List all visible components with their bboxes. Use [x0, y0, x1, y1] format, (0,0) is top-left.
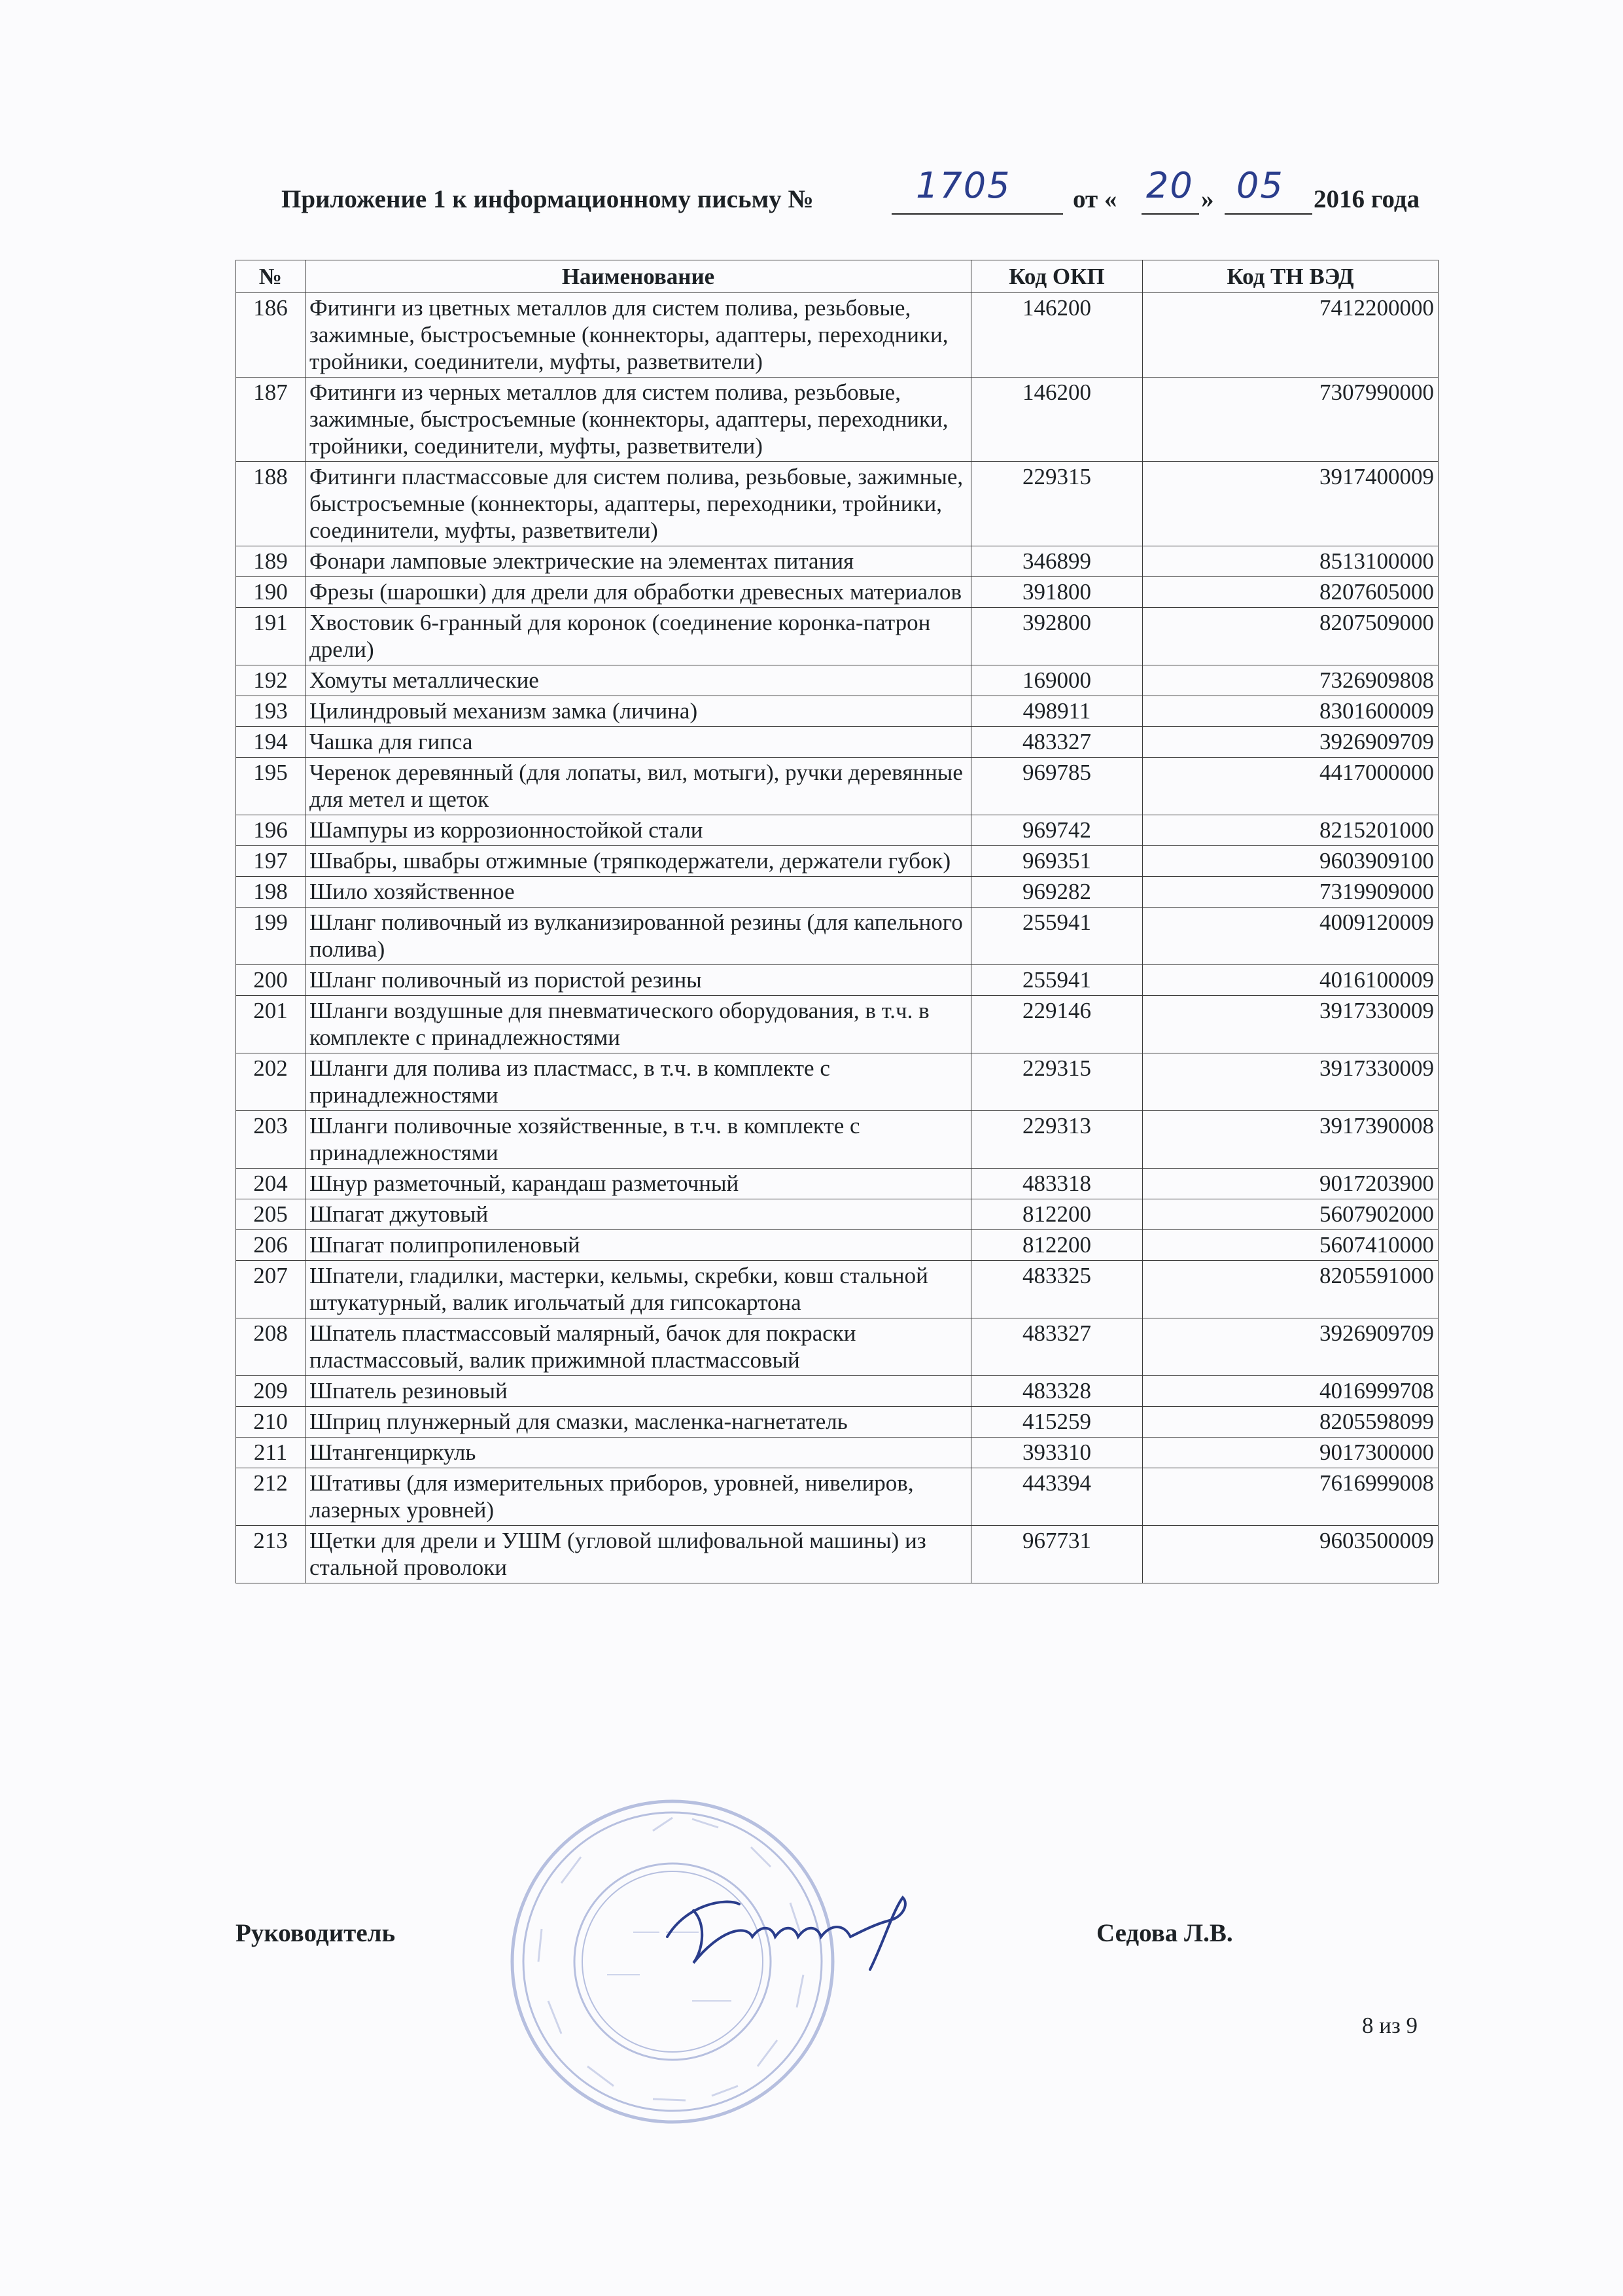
table-row: [236, 1376, 1439, 1407]
row-okp-code: 391800: [971, 577, 1143, 608]
table-row: [236, 1111, 1439, 1169]
row-okp-code: 969351: [971, 846, 1143, 877]
row-number: 198: [236, 877, 305, 908]
from-label: от «: [1073, 185, 1117, 213]
row-tnved-code: 8207509000: [1143, 608, 1439, 665]
row-name: Шампуры из коррозионностойкой стали: [305, 815, 971, 846]
row-okp-code: 498911: [971, 696, 1143, 727]
row-number: 202: [236, 1053, 305, 1111]
row-okp-code: 146200: [971, 293, 1143, 378]
table-row: [236, 877, 1439, 908]
row-tnved-code: 8301600009: [1143, 696, 1439, 727]
row-number: 199: [236, 908, 305, 965]
table-row: [236, 1261, 1439, 1318]
row-number: 195: [236, 758, 305, 815]
row-okp-code: 392800: [971, 608, 1143, 665]
row-tnved-code: 7616999008: [1143, 1468, 1439, 1526]
row-name: Штативы (для измерительных приборов, уровней, нивелиров, лазерных уровней): [305, 1468, 971, 1526]
row-tnved-code: 7319909000: [1143, 877, 1439, 908]
row-tnved-code: 3917330009: [1143, 996, 1439, 1053]
month-underline: [1225, 213, 1312, 215]
row-name: Шпагат полипропиленовый: [305, 1230, 971, 1261]
row-name: Черенок деревянный (для лопаты, вил, мотыги), ручки деревянные для метел и щеток: [305, 758, 971, 815]
row-tnved-code: 9603909100: [1143, 846, 1439, 877]
row-name: Фитинги пластмассовые для систем полива, резьбовые, зажимные, быстросъемные (коннекторы, адаптеры, переходники, тройники, соединители, муфты, разветвители): [305, 462, 971, 546]
row-name: Шланг поливочный из вулканизированной резины (для капельного полива): [305, 908, 971, 965]
row-name: Шланг поливочный из пористой резины: [305, 965, 971, 996]
row-number: 201: [236, 996, 305, 1053]
row-number: 209: [236, 1376, 305, 1407]
table-row: [236, 1468, 1439, 1526]
table-row: [236, 608, 1439, 665]
table-row: [236, 996, 1439, 1053]
row-tnved-code: 9017203900: [1143, 1169, 1439, 1199]
row-okp-code: 483328: [971, 1376, 1143, 1407]
letter-number: 1705: [916, 165, 1011, 206]
letter-month: 05: [1236, 165, 1284, 206]
table-row: [236, 815, 1439, 846]
row-tnved-code: 4016999708: [1143, 1376, 1439, 1407]
product-codes-table: [236, 260, 1439, 1583]
row-okp-code: 229315: [971, 462, 1143, 546]
table-row: [236, 577, 1439, 608]
column-header-name: Наименование: [305, 260, 971, 293]
row-tnved-code: 7412200000: [1143, 293, 1439, 378]
row-okp-code: 229315: [971, 1053, 1143, 1111]
row-okp-code: 393310: [971, 1438, 1143, 1468]
row-number: 190: [236, 577, 305, 608]
row-number: 203: [236, 1111, 305, 1169]
row-number: 205: [236, 1199, 305, 1230]
row-okp-code: 255941: [971, 908, 1143, 965]
row-name: Шнур разметочный, карандаш разметочный: [305, 1169, 971, 1199]
row-okp-code: 812200: [971, 1199, 1143, 1230]
signatory-name: Седова Л.В.: [1096, 1919, 1233, 1947]
position-title: Руководитель: [236, 1919, 396, 1947]
table-row: [236, 727, 1439, 758]
header-prefix: Приложение 1 к информационному письму №: [281, 185, 814, 213]
row-name: Шприц плунжерный для смазки, масленка-нагнетатель: [305, 1407, 971, 1438]
row-name: Шпатель пластмассовый малярный, бачок для покраски пластмассовый, валик прижимной пластмассовый: [305, 1318, 971, 1376]
row-tnved-code: 9603500009: [1143, 1526, 1439, 1583]
row-okp-code: 169000: [971, 665, 1143, 696]
row-tnved-code: 3926909709: [1143, 727, 1439, 758]
row-number: 207: [236, 1261, 305, 1318]
row-tnved-code: 4417000000: [1143, 758, 1439, 815]
letter-number-underline: [892, 213, 1063, 215]
row-name: Щетки для дрели и УШМ (угловой шлифовальной машины) из стальной проволоки: [305, 1526, 971, 1583]
row-tnved-code: 8215201000: [1143, 815, 1439, 846]
row-okp-code: 415259: [971, 1407, 1143, 1438]
row-tnved-code: 7307990000: [1143, 378, 1439, 462]
row-tnved-code: 8513100000: [1143, 546, 1439, 577]
row-number: 200: [236, 965, 305, 996]
table-header-row: [236, 260, 1439, 293]
row-tnved-code: 3917390008: [1143, 1111, 1439, 1169]
row-number: 187: [236, 378, 305, 462]
row-tnved-code: 7326909808: [1143, 665, 1439, 696]
row-name: Шпатель резиновый: [305, 1376, 971, 1407]
column-header-number: №: [236, 260, 305, 293]
row-okp-code: 483318: [971, 1169, 1143, 1199]
row-tnved-code: 5607410000: [1143, 1230, 1439, 1261]
row-name: Шланги для полива из пластмасс, в т.ч. в комплекте с принадлежностями: [305, 1053, 971, 1111]
row-name: Шланги поливочные хозяйственные, в т.ч. в комплекте с принадлежностями: [305, 1111, 971, 1169]
table-row: [236, 1318, 1439, 1376]
row-tnved-code: 3917400009: [1143, 462, 1439, 546]
row-name: Шпатели, гладилки, мастерки, кельмы, скребки, ковш стальной штукатурный, валик игольчатый для гипсокартона: [305, 1261, 971, 1318]
row-number: 197: [236, 846, 305, 877]
table-row: [236, 1169, 1439, 1199]
row-number: 212: [236, 1468, 305, 1526]
table-row: [236, 965, 1439, 996]
row-number: 191: [236, 608, 305, 665]
row-okp-code: 255941: [971, 965, 1143, 996]
table-row: [236, 293, 1439, 378]
table-row: [236, 1407, 1439, 1438]
page-number: 8 из 9: [1362, 2013, 1418, 2038]
row-number: 186: [236, 293, 305, 378]
table-row: [236, 546, 1439, 577]
row-tnved-code: 8207605000: [1143, 577, 1439, 608]
row-okp-code: 229313: [971, 1111, 1143, 1169]
table-row: [236, 1230, 1439, 1261]
handwritten-signature: [648, 1884, 935, 1976]
day-underline: [1142, 213, 1199, 215]
row-okp-code: 812200: [971, 1230, 1143, 1261]
close-quote: »: [1201, 185, 1214, 213]
row-number: 188: [236, 462, 305, 546]
row-tnved-code: 8205598099: [1143, 1407, 1439, 1438]
table-row: [236, 378, 1439, 462]
table-row: [236, 846, 1439, 877]
row-tnved-code: 9017300000: [1143, 1438, 1439, 1468]
row-number: 192: [236, 665, 305, 696]
table-row: [236, 462, 1439, 546]
row-okp-code: 483325: [971, 1261, 1143, 1318]
row-okp-code: 969282: [971, 877, 1143, 908]
column-header-okp: Код ОКП: [971, 260, 1143, 293]
row-name: Фонари ламповые электрические на элементах питания: [305, 546, 971, 577]
table-row: [236, 758, 1439, 815]
row-number: 208: [236, 1318, 305, 1376]
row-number: 189: [236, 546, 305, 577]
row-name: Фрезы (шарошки) для дрели для обработки древесных материалов: [305, 577, 971, 608]
row-tnved-code: 3917330009: [1143, 1053, 1439, 1111]
row-name: Фитинги из черных металлов для систем полива, резьбовые, зажимные, быстросъемные (коннекторы, адаптеры, переходники, тройники, соединители, муфты, разветвители): [305, 378, 971, 462]
row-number: 193: [236, 696, 305, 727]
row-name: Хомуты металлические: [305, 665, 971, 696]
row-name: Хвостовик 6-гранный для коронок (соединение коронка-патрон дрели): [305, 608, 971, 665]
letter-day: 20: [1146, 165, 1194, 206]
row-name: Шланги воздушные для пневматического оборудования, в т.ч. в комплекте с принадлежностями: [305, 996, 971, 1053]
row-okp-code: 969742: [971, 815, 1143, 846]
row-number: 210: [236, 1407, 305, 1438]
table-row: [236, 1526, 1439, 1583]
row-name: Шило хозяйственное: [305, 877, 971, 908]
row-okp-code: 443394: [971, 1468, 1143, 1526]
row-name: Штангенциркуль: [305, 1438, 971, 1468]
row-number: 204: [236, 1169, 305, 1199]
column-header-tnved: Код ТН ВЭД: [1143, 260, 1439, 293]
row-name: Швабры, швабры отжимные (тряпкодержатели, держатели губок): [305, 846, 971, 877]
row-number: 196: [236, 815, 305, 846]
row-okp-code: 483327: [971, 1318, 1143, 1376]
row-okp-code: 229146: [971, 996, 1143, 1053]
table-row: [236, 1438, 1439, 1468]
year-suffix: 2016 года: [1314, 185, 1420, 213]
row-okp-code: 969785: [971, 758, 1143, 815]
row-name: Шпагат джутовый: [305, 1199, 971, 1230]
row-okp-code: 967731: [971, 1526, 1143, 1583]
row-okp-code: 146200: [971, 378, 1143, 462]
row-name: Чашка для гипса: [305, 727, 971, 758]
row-name: Цилиндровый механизм замка (личина): [305, 696, 971, 727]
row-okp-code: 346899: [971, 546, 1143, 577]
row-tnved-code: 4009120009: [1143, 908, 1439, 965]
row-tnved-code: 3926909709: [1143, 1318, 1439, 1376]
row-tnved-code: 8205591000: [1143, 1261, 1439, 1318]
row-tnved-code: 4016100009: [1143, 965, 1439, 996]
table-row: [236, 1053, 1439, 1111]
table-row: [236, 908, 1439, 965]
table-row: [236, 665, 1439, 696]
row-number: 213: [236, 1526, 305, 1583]
row-number: 206: [236, 1230, 305, 1261]
row-number: 211: [236, 1438, 305, 1468]
table-row: [236, 696, 1439, 727]
row-name: Фитинги из цветных металлов для систем полива, резьбовые, зажимные, быстросъемные (коннекторы, адаптеры, переходники, тройники, соединители, муфты, разветвители): [305, 293, 971, 378]
row-okp-code: 483327: [971, 727, 1143, 758]
table-row: [236, 1199, 1439, 1230]
row-tnved-code: 5607902000: [1143, 1199, 1439, 1230]
row-number: 194: [236, 727, 305, 758]
